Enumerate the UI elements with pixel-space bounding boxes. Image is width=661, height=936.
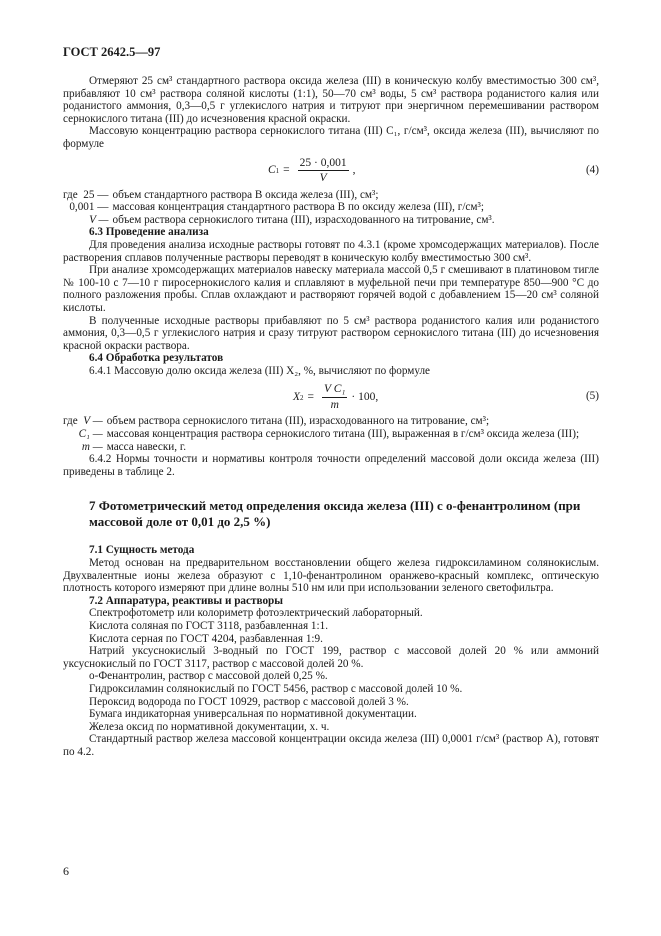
- list-item: Кислота соляная по ГОСТ 3118, разбавленная 1:1.: [89, 620, 328, 632]
- list-item: Гидроксиламин солянокислый по ГОСТ 5456, раствор с массовой долей 10 %.: [89, 682, 463, 695]
- subsection-heading: 6.4 Обработка результатов: [89, 352, 224, 365]
- page-content: [63, 75, 599, 759]
- page-header: ГОСТ 2642.5—97: [63, 45, 161, 59]
- list-item: Спектрофотометр или колориметр фотоэлектрический лабораторный.: [89, 607, 423, 620]
- paragraph: Метод основан на предварительном восстановлении общего железа гидроксиламином солянокислым. Двухвалентные ионы железа образуют с 1,10-фенантролином оранжево-красный комплекс, оптическую плотность которого измеряют при длине волны 510 нм или при использовании зеленого светофильтра.: [63, 557, 599, 595]
- formula-5: X 2 = $\frac{\text{V C₁}}{m}$ · 100, (5): [293, 383, 599, 412]
- reagent-list: [63, 607, 599, 758]
- formula-lhs: X: [293, 391, 301, 404]
- where-block-2: где V — объем раствора сернокислого титана (III), израсходованного на титрование, см³; C₁ — массовая концентрация раствора сернокислого титана (III), выраженная в г/см³ оксида железа (III); m — масса навески, г.: [63, 415, 580, 453]
- paragraph: Для проведения анализа исходные растворы готовят по 4.3.1 (кроме хромсодержащих материалов). После растворения сплавов полученные растворы переводят в коническую колбу вместимостью 300 см³.: [63, 238, 599, 264]
- section-heading: 7 Фотометрический метод определения оксида железа (III) с о-фенантролином (при массовой доле от 0,01 до 2,5 %): [89, 498, 581, 530]
- paragraph: При анализе хромсодержащих материалов навеску материала массой 0,5 г смешивают в платиновом тигле № 100-10 с 7—10 г пиросернокислого калия и сплавляют в муфельной печи при температуре 850—900 °С до полного разложения пробы. Сплав охлаждают и растворяют горячей водой с добавлением 15—20 см³ соляной кислоты.: [63, 264, 599, 314]
- formula-fraction: $\frac{25 \cdot 0,001}{V}$: [299, 156, 347, 185]
- where-block-1: где 25 — объем стандартного раствора В оксида железа (III), см³; 0,001 — массовая концентрация стандартного раствора В по оксиду железа (III), г/см³; V — объем раствора сернокислого титана (III), израсходованного на титрование, см³.: [63, 188, 495, 226]
- formula-number: (4): [585, 163, 599, 176]
- subsection-heading: 7.2 Аппаратура, реактивы и растворы: [89, 594, 283, 607]
- formula-4: C 1 = $\frac{25 \cdot 0,001}{V}$ , (4): [268, 156, 599, 185]
- paragraph: В полученные исходные растворы прибавляют по 5 см³ раствора роданистого калия или роданистого аммония, 0,3—0,5 г углекислого натрия и сразу титруют раствором сернокислого титана (III) до исчезновения красной окраски раствора.: [63, 314, 599, 352]
- formula-number: (5): [585, 390, 599, 403]
- subsection-heading: 6.3 Проведение анализа: [89, 226, 209, 239]
- subsection-heading: 7.1 Сущность метода: [89, 544, 195, 557]
- list-item: о-Фенантролин, раствор с массовой долей 0,25 %.: [89, 670, 328, 683]
- list-item: Кислота серная по ГОСТ 4204, разбавленная 1:9.: [89, 632, 323, 645]
- page-number: 6: [63, 864, 69, 878]
- formula-lhs: C: [268, 164, 276, 177]
- list-item: Натрий уксуснокислый 3-водный по ГОСТ 199, раствор с массовой долей 20 % или аммоний уксуснокислый по ГОСТ 3117, раствор с массовой долей 20 %.: [63, 645, 599, 670]
- paragraph: Массовую концентрацию раствора сернокислого титана (III) С₁, г/см³, оксида железа (III), вычисляют по формуле: [63, 125, 599, 150]
- list-item: Пероксид водорода по ГОСТ 10929, раствор с массовой долей 3 %.: [89, 695, 409, 708]
- list-item: Бумага индикаторная универсальная по нормативной документации.: [89, 708, 417, 721]
- formula-fraction: $\frac{\text{V C₁}}{m}$: [324, 383, 346, 412]
- paragraph: 6.4.1 Массовую долю оксида железа (III) X₂, %, вычисляют по формуле: [89, 364, 430, 377]
- list-item: Стандартный раствор железа массовой концентрации оксида железа (III) 0,0001 г/см³ (раствор А), готовят по 4.2.: [63, 733, 599, 758]
- list-item: Железа оксид по нормативной документации, х. ч.: [89, 720, 330, 733]
- paragraph: 6.4.2 Нормы точности и нормативы контроля точности определений массовой доли оксида железа (III) приведены в таблице 2.: [63, 453, 599, 478]
- paragraph: Отмеряют 25 см³ стандартного раствора оксида железа (III) в коническую колбу вместимостью 300 см³, прибавляют 10 см³ раствора соляной кислоты (1:1), 50—70 см³ воды, 5 см³ раствора роданистого калия или роданистого аммония, 0,3—0,5 г углекислого натрия и титруют при энергичном перемешивании раствором сернокислого титана (III) до исчезновения красной окраски.: [63, 75, 599, 125]
